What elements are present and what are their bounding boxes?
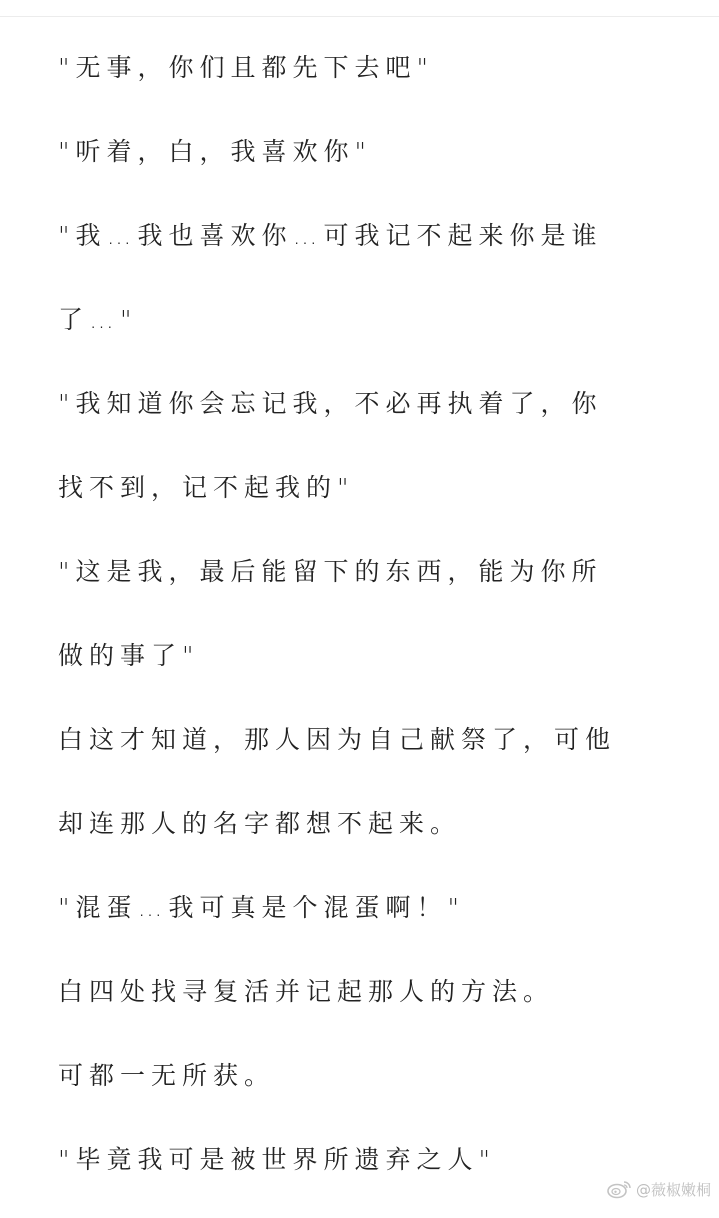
- text-line: 做的事了": [58, 641, 200, 670]
- weibo-logo-icon: [606, 1179, 632, 1199]
- top-divider: [0, 0, 719, 17]
- text-line: "我知道你会忘记我，不必再执着了，你: [58, 389, 603, 418]
- watermark-text: @薇椒嫩桐: [635, 1180, 711, 1199]
- text-line: "听着，白，我喜欢你": [58, 137, 372, 166]
- story-text: [58, 42, 658, 1218]
- text-line: "这是我，最后能留下的东西，能为你所: [58, 557, 603, 586]
- text-line: 找不到，记不起我的": [58, 473, 355, 502]
- text-line: "无事，你们且都先下去吧": [58, 53, 434, 82]
- text-line: 了…": [58, 305, 138, 334]
- text-line: 白四处找寻复活并记起那人的方法。: [58, 977, 555, 1006]
- text-line: "混蛋…我可真是个混蛋啊！": [58, 893, 465, 922]
- text-line: 白这才知道，那人因为自己献祭了，可他: [58, 725, 617, 754]
- watermark: [606, 1175, 711, 1203]
- text-line: 却连那人的名字都想不起来。: [58, 809, 462, 838]
- text-line: "毕竟我可是被世界所遗弃之人": [58, 1145, 496, 1174]
- text-line: "我…我也喜欢你…可我记不起来你是谁: [58, 221, 603, 250]
- text-line: 可都一无所获。: [58, 1061, 276, 1090]
